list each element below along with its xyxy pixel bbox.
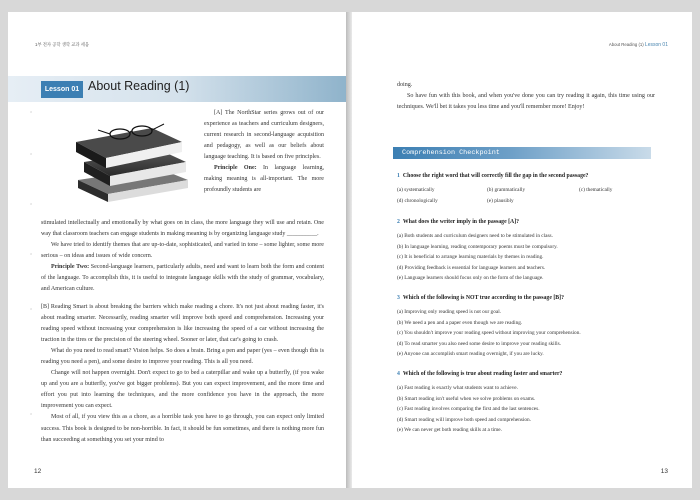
passage-a-continued — [41, 218, 324, 295]
passage-b — [41, 302, 324, 446]
paragraph: So have fun with this book, and when you've done you can try reading it again, this time using our techniques. We'll bet it takes you less time and you'll remember more! Enjoy! — [397, 93, 655, 111]
margin-marker: ○ — [30, 412, 33, 416]
answer-option[interactable]: (b) In language learning, reading contemporary poems must be compulsory. — [397, 243, 558, 250]
left-running-header: 1부 전자 공학 생학 교과 세움 — [35, 42, 90, 47]
answer-option[interactable]: (e) Anyone can accomplish smart reading overnight, if you are lucky. — [397, 351, 544, 358]
answer-option[interactable]: (e) plausibly — [487, 197, 514, 204]
answer-option[interactable]: (e) Language learners should focus only on the form of the language. — [397, 275, 544, 282]
question-text: 2 What does the writer imply in the passage [A]? — [397, 219, 520, 225]
paragraph: Principle Two: Second-language learners, particularly adults, need and want to learn both the form and content of the language. To accomplish this, it is useful to integrate language skills with the study of grammar, vocabulary, and American culture. — [41, 264, 325, 293]
paragraph: We have tried to identify themes that are up-to-date, sophisticated, and varied in tone – some lighter, some more serious – on ideas and issues of wide concern. — [41, 242, 324, 260]
margin-marker: ○ — [30, 152, 33, 156]
right-page — [352, 12, 692, 488]
question-4 — [397, 371, 662, 436]
paragraph: [B] Reading Smart is about breaking the barriers which make reading a chore. It's not just about reading faster, it's about reading smarter. Necessarily, reading smarter will improve both speed and comprehension. Increasing your reading speed without increasing your comprehension is like increasing the speed of a car without increasing the traction in the tires or the precision of the steering wheel. Sooner or later, that car's going to crash. — [41, 304, 324, 344]
margin-marker: ○ — [30, 252, 33, 256]
answer-option[interactable]: (d) chronologically — [397, 197, 438, 204]
answer-option[interactable]: (c) It is beneficial to arrange learning materials by themes in reading. — [397, 254, 544, 261]
question-text: 4 Which of the following is true about reading faster and smarter? — [397, 371, 563, 377]
margin-marker: ○ — [30, 307, 33, 311]
paragraph: Principle One: In language learning, making meaning is all-important. The more profoundly students are — [204, 165, 324, 194]
answer-option[interactable]: (d) Providing feedback is essential for language learners and teachers. — [397, 264, 546, 271]
question-2 — [397, 219, 662, 284]
passage-a-intro — [204, 108, 324, 196]
answer-option[interactable]: (a) Fast reading is exactly what students want to achieve. — [397, 385, 518, 391]
answer-option[interactable]: (c) thematically — [579, 187, 613, 193]
page-number-left: 12 — [34, 468, 42, 475]
answer-option[interactable]: (d) Smart reading will improve both speed and comprehension. — [397, 416, 532, 423]
margin-marker: ○ — [30, 110, 33, 114]
page-number-right: 13 — [660, 468, 668, 475]
question-1 — [397, 173, 662, 206]
answer-option[interactable]: (b) Smart reading isn't useful when we solve problems on exams. — [397, 395, 536, 402]
answer-option[interactable]: (a) Improving only reading speed is not our goal. — [397, 309, 502, 315]
margin-marker: ○ — [30, 202, 33, 206]
running-header-title: About Reading (1) — [608, 42, 644, 47]
comprehension-checkpoint-label: Comprehension Checkpoint — [402, 149, 500, 157]
stacked-books-with-glasses-image — [68, 110, 192, 204]
paragraph: Most of all, if you view this as a chore, as a horrible task you have to go through, you can expect only limited success. This book is designed to be non-horrible. In fact, it should be fun sometimes, and there is nothing more fun than succeeding at something you set your mind to — [41, 414, 324, 443]
passage-b-continued — [397, 80, 655, 113]
paragraph: Change will not happen overnight. Don't expect to go to bed a caterpillar and wake up a butterfly, (if you wake up and you are a butterfly, you've got bigger problems). But you can expect improvement, and the more time and effort you put into learning the techniques, and the more confidence you have in the approach, the more improvement you can expect. — [41, 370, 324, 410]
paragraph: [A] The NorthStar series grows out of our experience as teachers and curriculum designers, current research in second-language acquisition and pedagogy, as well as our beliefs about language teaching. It is based on five principles. — [204, 110, 324, 161]
question-text: 3 Which of the following is NOT true according to the passage [B]? — [397, 295, 564, 301]
answer-option[interactable]: (e) We can never get both reading skills at a time. — [397, 427, 502, 434]
lesson-title: About Reading (1) — [88, 79, 190, 93]
right-running-header — [609, 42, 668, 48]
paragraph: doing. — [397, 82, 413, 88]
running-header-lesson-tag: Lesson 01 — [644, 42, 668, 48]
answer-option[interactable]: (b) We need a pen and a paper even though we are reading. — [397, 319, 523, 326]
answer-option[interactable]: (c) You shouldn't improve your reading speed without improving your comprehension. — [397, 330, 581, 337]
answer-option[interactable]: (b) grammatically — [487, 187, 526, 193]
question-text: 1 Choose the right word that will correctly fill the gap in the second passage? — [397, 173, 589, 179]
answer-option[interactable]: (c) Fast reading involves comparing the first and the last sentences. — [397, 406, 540, 413]
answer-option[interactable]: (d) To read smarter you also need some desire to improve your reading skills. — [397, 340, 561, 347]
lesson-badge: Lesson 01 — [41, 81, 83, 98]
answer-option[interactable]: (a) systematically — [397, 187, 435, 193]
answer-options — [397, 185, 662, 206]
left-page — [8, 12, 346, 488]
paragraph: stimulated intellectually and emotionally by what goes on in class, the more language they will use and retain. One way that classroom teachers can engage students in making meaning is by organizing language study __________. — [41, 220, 324, 238]
answer-option[interactable]: (a) Both students and curriculum designers need to be stimulated in class. — [397, 233, 553, 239]
paragraph: What do you need to read smart? Vision helps. So does a brain. Bring a pen and paper (yes – even though this is reading you need a pen), and some desire to improve your reading. This is all you need. — [41, 348, 324, 366]
question-3 — [397, 295, 662, 360]
